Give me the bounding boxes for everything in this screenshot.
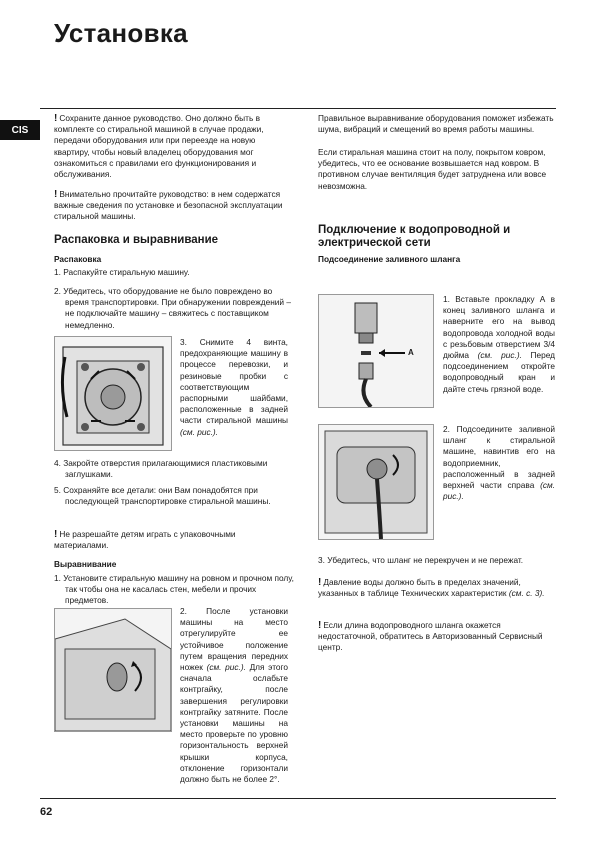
- intro-note-1: ! Сохраните данное руководство. Оно должно быть в комплекте со стиральной машиной в случае продажи, передачи оборудования или при переезде на новую квартиру, чтобы новый владелец оборудования мог ознакомиться с правилами его функционирования и обслуживания.: [54, 113, 264, 180]
- level-step-2: 2. После установки машины на место отрегулируйте ее устойчивое положение путем вращения передних ножек (см. рис.). Для этого сначала ослабьте контргайку, после завершения регулировки контргайку затяните. После установки машины на место проверьте по уровню горизонтальность верхней крышки корпуса, отклонение горизонтали должно быть не более 2°.: [180, 606, 289, 785]
- unpack-step-2: 2. Убедитесь, что оборудование не было повреждено во время транспортировки. При обнаружении повреждений – не подключайте машину – свяжитесь с поставщиком немедленно.: [54, 286, 291, 330]
- page-number: 62: [40, 806, 53, 818]
- unpack-step-3: 3. Снимите 4 винта, предохраняющие машину в процессе перевозки, и резиновые пробки с соответствующим распорными шайбами, расположенные в задней части стиральной машины (см. рис.).: [180, 337, 288, 437]
- hose-step-3: 3. Убедитесь, что шланг не перекручен и не пережат.: [318, 555, 524, 565]
- level-step-1: 1. Установите стиральную машину на ровном и прочном полу, так чтобы она не касалась стен, мебели и прочих предметов.: [54, 573, 294, 606]
- carpet-note: Если стиральная машина стоит на полу, покрытом ковром, убедитесь, что ее основание возвышается над ковром. В противном случае вентиляция будет затруднена или вовсе невозможна.: [318, 147, 547, 191]
- warning-icon: !: [54, 113, 58, 124]
- hose-step-2: 2. Подсоедините заливной шланг к стиральной машине, навинтив его на водоприемник, расположенный в задней верхней части справа (см. рис.).: [443, 424, 555, 502]
- machine-back-illustration: [54, 336, 172, 451]
- warning-icon: !: [318, 577, 322, 588]
- hose-heading: Подсоединение заливного шланга: [318, 254, 461, 264]
- top-rule: [40, 108, 556, 109]
- gasket-label-a: A: [408, 348, 414, 357]
- unpack-step-5: 5. Сохраняйте все детали: они Вам понадобятся при последующей транспортировке стиральной машины.: [54, 485, 271, 507]
- intro-note-2: ! Внимательно прочитайте руководство: в нем содержатся важные сведения по установке и безопасной эксплуатации стиральной машины.: [54, 189, 283, 222]
- bottom-rule: [40, 798, 556, 799]
- unpacking-heading: Распаковка: [54, 254, 102, 264]
- section-heading-connection: Подключение к водопроводной и электрической сети: [318, 224, 511, 249]
- hose-machine-illustration: [318, 424, 434, 540]
- unpack-step-1: 1. Распакуйте стиральную машину.: [54, 267, 190, 277]
- adjustable-foot-illustration: [54, 608, 172, 732]
- hose-step-1: 1. Вставьте прокладку А в конец заливного шланга и наверните его на вывод водопровода холодной воды с резьбовым отверстием 3/4 дюйма (см. рис.). Перед подсоединением откройте водопроводный кран и дайте стечь грязной воде.: [443, 294, 555, 394]
- warning-icon: !: [318, 620, 322, 631]
- section-heading-unpacking-leveling: Распаковка и выравнивание: [54, 234, 219, 246]
- unpack-step-4: 4. Закройте отверстия прилагающимися пластиковыми заглушками.: [54, 458, 268, 480]
- leveling-heading: Выравнивание: [54, 559, 117, 569]
- pressure-warning: ! Давление воды должно быть в пределах значений, указанных в таблице Технических характеристик (см. с. 3).: [318, 577, 545, 599]
- leveling-benefit: Правильное выравнивание оборудования поможет избежать шума, вибраций и смещений во время работы машины.: [318, 113, 554, 135]
- warning-icon: !: [54, 529, 58, 540]
- children-warning: ! Не разрешайте детям играть с упаковочными материалами.: [54, 529, 236, 551]
- page-title: Установка: [54, 18, 188, 48]
- language-tab: CIS: [0, 120, 40, 140]
- tap-hose-illustration: [318, 294, 434, 408]
- warning-icon: !: [54, 189, 58, 200]
- hose-length-warning: ! Если длина водопроводного шланга окажется недостаточной, обратитесь в Авторизованный Сервисный центр.: [318, 620, 543, 653]
